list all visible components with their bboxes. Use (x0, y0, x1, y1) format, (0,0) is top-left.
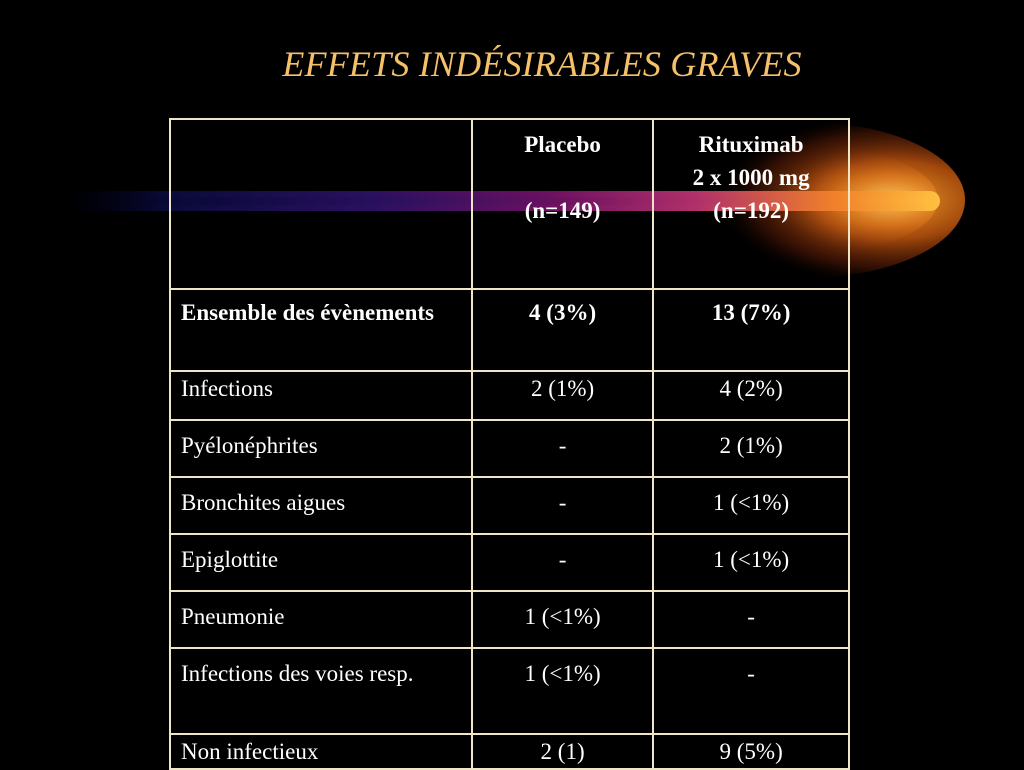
row-label: Non infectieux (170, 734, 472, 769)
row-rituximab-value: 4 (2%) (653, 371, 849, 420)
row-placebo-value: 1 (<1%) (472, 648, 653, 734)
table-row (170, 289, 849, 371)
row-rituximab-value: 1 (<1%) (653, 534, 849, 591)
header-rituximab-n: (n=192) (713, 198, 789, 223)
header-rituximab-label: Rituximab (698, 132, 804, 157)
row-rituximab-value: 13 (7%) (653, 289, 849, 371)
table-row (170, 648, 849, 734)
header-empty-cell (170, 119, 472, 289)
row-placebo-value: 2 (1) (472, 734, 653, 769)
row-rituximab-value: - (653, 591, 849, 648)
header-rituximab-dose: 2 x 1000 mg (692, 165, 810, 190)
row-rituximab-value: 1 (<1%) (653, 477, 849, 534)
row-rituximab-value: - (653, 648, 849, 734)
row-label: Bronchites aigues (170, 477, 472, 534)
row-label: Epiglottite (170, 534, 472, 591)
row-label: Pyélonéphrites (170, 420, 472, 477)
row-placebo-value: 4 (3%) (472, 289, 653, 371)
table-row (170, 371, 849, 420)
row-label: Infections (170, 371, 472, 420)
adverse-events-table (169, 118, 850, 770)
row-rituximab-value: 9 (5%) (653, 734, 849, 769)
row-placebo-value: - (472, 420, 653, 477)
row-label: Infections des voies resp. (170, 648, 472, 734)
header-placebo-n: (n=149) (524, 198, 601, 223)
table-row (170, 420, 849, 477)
row-placebo-value: 1 (<1%) (472, 591, 653, 648)
table-row (170, 477, 849, 534)
table-row (170, 534, 849, 591)
header-placebo-label: Placebo (524, 132, 601, 157)
row-placebo-value: - (472, 534, 653, 591)
row-placebo-value: 2 (1%) (472, 371, 653, 420)
slide-title: EFFETS INDÉSIRABLES GRAVES (282, 44, 802, 84)
row-placebo-value: - (472, 477, 653, 534)
table-row (170, 591, 849, 648)
table-header-row (170, 119, 849, 289)
row-rituximab-value: 2 (1%) (653, 420, 849, 477)
header-rituximab (653, 119, 849, 289)
header-placebo-spacer (483, 161, 642, 194)
table-row (170, 734, 849, 769)
row-label: Ensemble des évènements (170, 289, 472, 371)
row-label: Pneumonie (170, 591, 472, 648)
header-placebo (472, 119, 653, 289)
